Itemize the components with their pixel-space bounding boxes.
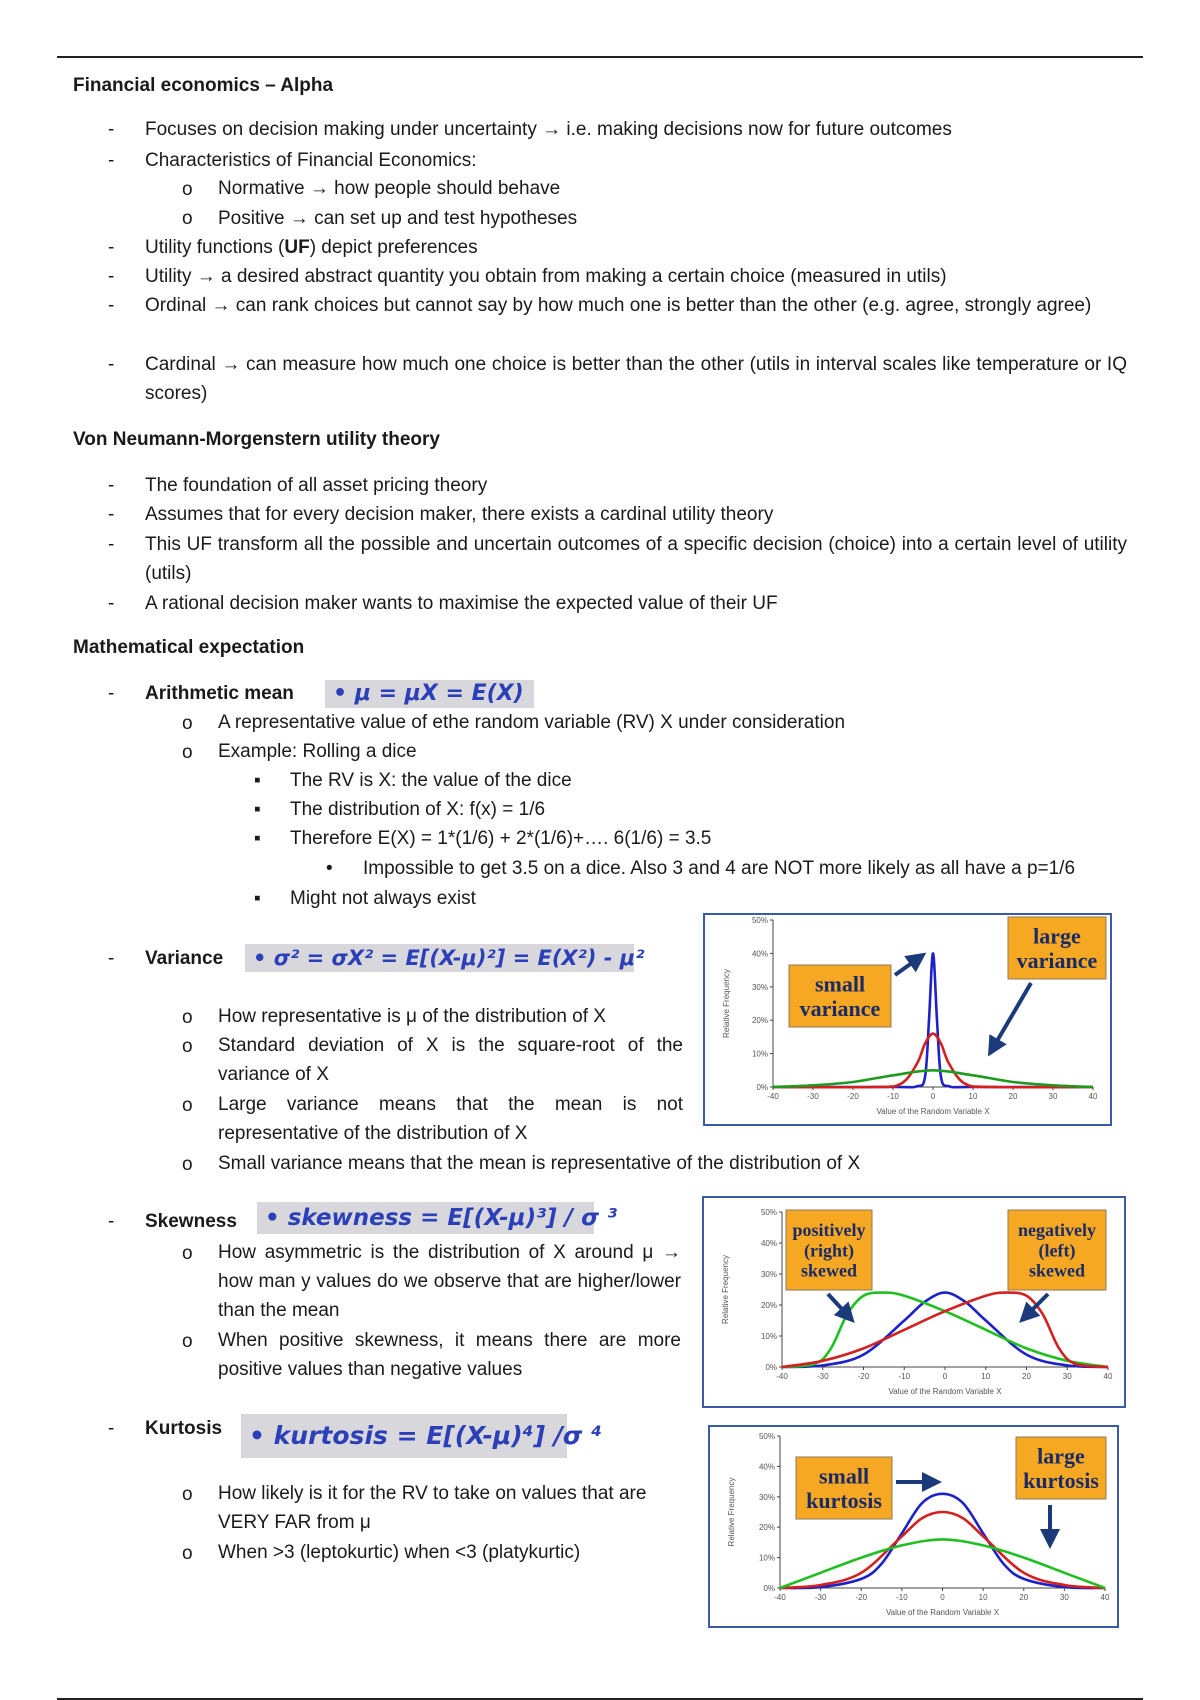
callout-line: negatively <box>1018 1220 1096 1241</box>
list-item: When >3 (leptokurtic) when <3 (platykurtic) <box>218 1542 581 1563</box>
y-tick-label: 20% <box>758 1523 775 1533</box>
dash-bullet: - <box>108 266 115 287</box>
list-item: Positive → can set up and test hypotheses <box>218 208 578 229</box>
series-line <box>780 1539 1105 1588</box>
variance-formula: • σ² = σX² = E[(X-μ)²] = E(X²) - μ² <box>245 944 634 972</box>
y-tick-label: 10% <box>758 1553 775 1563</box>
series-line <box>773 1034 1093 1088</box>
kurtosis-label: Kurtosis <box>145 1418 223 1439</box>
circle-bullet: o <box>182 1036 193 1057</box>
x-tick-label: -30 <box>807 1092 819 1101</box>
dash-bullet: - <box>108 475 115 496</box>
heading-financial-economics: Financial economics – Alpha <box>73 75 334 96</box>
x-tick-label: -10 <box>898 1372 911 1381</box>
x-axis-label: Value of the Random Variable X <box>885 1608 1000 1617</box>
list-item: Normative → how people should behave <box>218 178 561 199</box>
circle-bullet: o <box>182 713 193 734</box>
x-tick-label: 0 <box>940 1593 945 1602</box>
circle-bullet: o <box>182 1154 193 1175</box>
callout-line: variance <box>1016 948 1098 974</box>
dash-bullet: - <box>108 237 115 258</box>
list-item: The foundation of all asset pricing theory <box>145 475 488 496</box>
y-tick-label: 20% <box>760 1301 777 1310</box>
x-tick-label: 20 <box>1008 1092 1018 1101</box>
x-tick-label: 10 <box>981 1372 991 1381</box>
x-tick-label: -20 <box>857 1372 870 1381</box>
list-item: Utility functions (UF) depict preferences <box>145 237 478 258</box>
circle-bullet: o <box>182 208 193 229</box>
callout-line: large <box>1037 1443 1085 1469</box>
y-tick-label: 30% <box>760 1270 777 1279</box>
skewness-chart-svg <box>704 1198 1124 1406</box>
y-tick-label: 20% <box>751 1016 768 1026</box>
callout-arrow <box>828 1294 852 1320</box>
x-tick-label: -20 <box>847 1092 859 1101</box>
list-item: Characteristics of Financial Economics: <box>145 150 477 171</box>
y-tick-label: 10% <box>751 1049 768 1059</box>
dash-bullet: - <box>108 354 115 375</box>
square-bullet: ▪ <box>254 799 261 820</box>
x-tick-label: -40 <box>767 1092 779 1101</box>
y-tick-label: 10% <box>760 1332 777 1341</box>
x-tick-label: 30 <box>1048 1092 1058 1101</box>
callout-line: kurtosis <box>1023 1468 1099 1494</box>
circle-bullet: o <box>182 1095 193 1116</box>
circle-bullet: o <box>182 1007 193 1028</box>
list-item: Ordinal → can rank choices but cannot say by how much one is better than the other (e.g. agree, strongly agree) <box>145 295 1092 316</box>
list-item: Large variance means that the mean is not representative of the distribution of X <box>218 1094 683 1144</box>
series-line <box>782 1293 1108 1367</box>
y-axis-label: Relative Frequency <box>727 1477 736 1547</box>
square-bullet: ▪ <box>254 770 261 791</box>
x-tick-label: -30 <box>814 1593 827 1602</box>
variance-label: Variance <box>145 948 224 969</box>
y-tick-label: 50% <box>760 1208 777 1217</box>
y-tick-label: 30% <box>758 1492 775 1502</box>
y-tick-label: 30% <box>751 982 768 992</box>
callout-line: skewed <box>800 1260 858 1281</box>
list-item: How asymmetric is the distribution of X around μ → how man y values do we observe that are higher/lower than the mean <box>218 1242 681 1321</box>
x-tick-label: -40 <box>776 1372 788 1381</box>
y-tick-label: 40% <box>760 1239 777 1248</box>
y-tick-label: 40% <box>751 949 768 959</box>
variance-chart <box>703 913 1112 1126</box>
y-tick-label: 0% <box>765 1363 777 1372</box>
callout-arrow <box>895 955 923 975</box>
mean-label: Arithmetic mean <box>145 683 294 704</box>
dash-bullet: - <box>108 1418 115 1439</box>
x-axis-label: Value of the Random Variable X <box>888 1387 1002 1396</box>
dash-bullet: - <box>108 119 115 140</box>
list-item: Focuses on decision making under uncertainty → i.e. making decisions now for future outcomes <box>145 119 952 140</box>
x-tick-label: -20 <box>855 1593 868 1602</box>
callout-line: small <box>818 1463 870 1489</box>
callout-line: (right) <box>804 1240 854 1261</box>
mean-formula: • μ = μX = E(X) <box>325 680 534 708</box>
circle-bullet: o <box>182 1331 193 1352</box>
dot-bullet: • <box>326 858 333 879</box>
y-tick-label: 0% <box>763 1584 775 1593</box>
list-item: A rational decision maker wants to maximise the expected value of their UF <box>145 593 778 614</box>
dash-bullet: - <box>108 948 115 969</box>
list-item: The RV is X: the value of the dice <box>290 770 572 791</box>
list-item: Standard deviation of X is the square-root of the variance of X <box>218 1035 683 1085</box>
square-bullet: ▪ <box>254 888 261 909</box>
circle-bullet: o <box>182 179 193 200</box>
kurtosis-chart-svg <box>710 1427 1117 1626</box>
series-line <box>782 1293 1108 1367</box>
callout-line: variance <box>799 996 881 1022</box>
x-tick-label: 20 <box>1019 1593 1029 1602</box>
x-tick-label: 0 <box>942 1372 948 1381</box>
x-axis-label: Value of the Random Variable X <box>876 1107 990 1116</box>
list-item: Assumes that for every decision maker, there exists a cardinal utility theory <box>145 504 774 525</box>
y-axis-label: Relative Frequency <box>721 1255 730 1324</box>
x-tick-label: -30 <box>816 1372 829 1381</box>
dash-bullet: - <box>108 150 115 171</box>
callout-line: (left) <box>1038 1240 1076 1261</box>
x-tick-label: 10 <box>968 1092 978 1101</box>
y-axis-label: Relative Frequency <box>722 969 731 1038</box>
y-tick-label: 50% <box>751 916 768 925</box>
heading-vnm-utility: Von Neumann-Morgenstern utility theory <box>73 429 441 450</box>
variance-chart-svg <box>705 915 1110 1124</box>
list-item: Utility → a desired abstract quantity you obtain from making a certain choice (measured in utils) <box>145 266 947 287</box>
circle-bullet: o <box>182 1484 193 1505</box>
series-line <box>780 1512 1105 1588</box>
skewness-label: Skewness <box>145 1211 237 1232</box>
callout-line: positively <box>792 1220 866 1241</box>
list-item: Example: Rolling a dice <box>218 741 417 762</box>
dash-bullet: - <box>108 593 115 614</box>
x-tick-label: 30 <box>1059 1593 1069 1602</box>
y-tick-label: 0% <box>756 1083 768 1092</box>
skewness-chart <box>702 1196 1126 1408</box>
list-item: This UF transform all the possible and uncertain outcomes of a specific decision (choice) into a certain level of utility (utils) <box>145 534 1127 584</box>
x-tick-label: 40 <box>1103 1372 1113 1381</box>
callout-line: skewed <box>1028 1260 1086 1281</box>
dash-bullet: - <box>108 295 115 316</box>
list-item: When positive skewness, it means there are more positive values than negative values <box>218 1330 681 1380</box>
dash-bullet: - <box>108 683 115 704</box>
kurtosis-formula: • kurtosis = E[(X-μ)⁴] /σ ⁴ <box>241 1414 567 1458</box>
list-item: Small variance means that the mean is representative of the distribution of X <box>218 1153 861 1174</box>
x-tick-label: -10 <box>887 1092 899 1101</box>
list-item: A representative value of ethe random variable (RV) X under consideration <box>218 712 846 733</box>
y-tick-label: 50% <box>758 1432 775 1441</box>
heading-mathematical-expectation: Mathematical expectation <box>73 637 305 658</box>
list-item: Therefore E(X) = 1*(1/6) + 2*(1/6)+…. 6(1/6) = 3.5 <box>290 828 712 849</box>
top-rule <box>57 56 1143 58</box>
series-line <box>773 1070 1093 1087</box>
kurtosis-chart <box>708 1425 1119 1628</box>
callout-line: small <box>814 971 866 997</box>
dash-bullet: - <box>108 504 115 525</box>
x-tick-label: -40 <box>774 1593 786 1602</box>
x-tick-label: 40 <box>1100 1593 1110 1602</box>
square-bullet: ▪ <box>254 828 261 849</box>
x-tick-label: 0 <box>930 1092 936 1101</box>
x-tick-label: 10 <box>978 1593 988 1602</box>
circle-bullet: o <box>182 1543 193 1564</box>
callout-line: kurtosis <box>806 1488 882 1514</box>
list-item: Impossible to get 3.5 on a dice. Also 3 and 4 are NOT more likely as all have a p=1/6 <box>363 858 1076 879</box>
dash-bullet: - <box>108 534 115 555</box>
x-tick-label: -10 <box>896 1593 908 1602</box>
dash-bullet: - <box>108 1211 115 1232</box>
callout-arrow <box>990 983 1031 1053</box>
circle-bullet: o <box>182 1243 193 1264</box>
list-item: The distribution of X: f(x) = 1/6 <box>290 799 546 820</box>
y-tick-label: 40% <box>758 1462 775 1472</box>
list-item: Might not always exist <box>290 888 476 909</box>
callout-line: large <box>1033 923 1081 949</box>
list-item: How likely is it for the RV to take on values that are VERY FAR from μ <box>218 1483 647 1533</box>
x-tick-label: 30 <box>1062 1372 1072 1381</box>
x-tick-label: 20 <box>1022 1372 1031 1381</box>
series-line <box>782 1293 1108 1367</box>
list-item: How representative is μ of the distribution of X <box>218 1006 606 1027</box>
list-item: Cardinal → can measure how much one choice is better than the other (utils in interval scales like temperature or IQ scores) <box>145 354 1127 404</box>
circle-bullet: o <box>182 742 193 763</box>
x-tick-label: 40 <box>1088 1092 1098 1101</box>
skewness-formula: • skewness = E[(X-μ)³] / σ ³ <box>257 1202 594 1234</box>
